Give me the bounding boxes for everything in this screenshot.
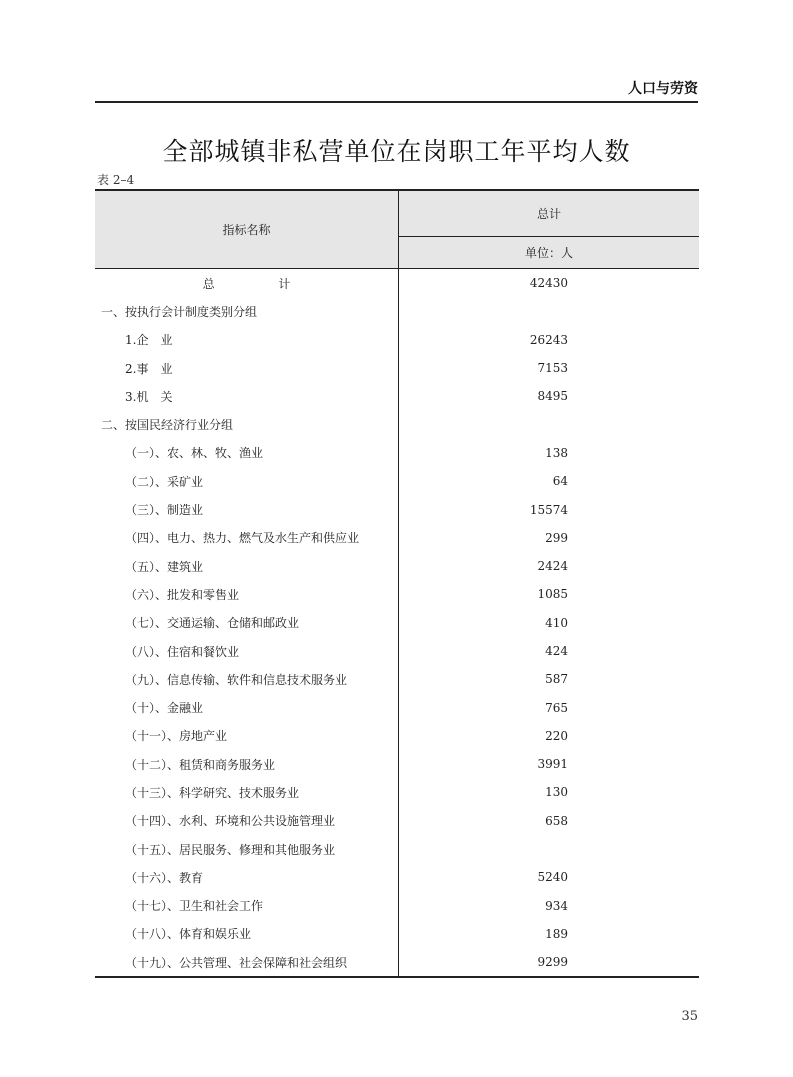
row-label: （十四）、水利、环境和公共设施管理业 <box>95 807 399 835</box>
row-value: 587 <box>545 672 568 687</box>
table-row <box>95 524 699 552</box>
row-label: （九）、信息传输、软件和信息技术服务业 <box>95 665 399 693</box>
row-value: 130 <box>545 785 568 800</box>
table-row <box>95 580 699 608</box>
row-value: 658 <box>545 813 568 828</box>
row-label: 总 计 <box>95 269 399 298</box>
row-value <box>399 297 700 325</box>
table-row <box>95 495 699 523</box>
row-value: 42430 <box>529 276 568 291</box>
table-row <box>95 750 699 778</box>
page-number: 35 <box>681 1009 698 1024</box>
row-label: （十二）、租赁和商务服务业 <box>95 750 399 778</box>
row-label: （七）、交通运输、仓储和邮政业 <box>95 609 399 637</box>
row-label: 1.企 业 <box>95 326 399 354</box>
row-value: 299 <box>545 530 568 545</box>
table-row <box>95 948 699 977</box>
row-value: 9299 <box>399 948 700 977</box>
table-row <box>95 637 699 665</box>
table-row <box>95 722 699 750</box>
column-header-unit: 单位：人 <box>399 237 700 269</box>
section-header: 人口与劳资 <box>628 81 698 97</box>
table-row <box>95 693 699 721</box>
row-value: 8495 <box>537 389 568 404</box>
row-value: 2424 <box>537 559 568 574</box>
table-body <box>95 269 699 978</box>
row-label: （三）、制造业 <box>95 495 399 523</box>
table-row <box>95 326 699 354</box>
table-row <box>95 892 699 920</box>
row-value: 424 <box>545 644 568 658</box>
row-label: （十）、金融业 <box>95 693 399 721</box>
row-label: 二、按国民经济行业分组 <box>95 410 399 438</box>
row-value: 64 <box>552 474 568 489</box>
row-label: （十六）、教育 <box>95 863 399 891</box>
table-row <box>95 807 699 835</box>
row-value <box>399 835 700 863</box>
header-rule <box>95 101 698 103</box>
row-value: 934 <box>545 898 568 913</box>
row-value: 3991 <box>537 757 568 772</box>
statistics-table-container <box>95 189 699 978</box>
row-value: 5240 <box>537 870 568 885</box>
table-row <box>95 297 699 325</box>
row-label: （四）、电力、热力、燃气及水生产和供应业 <box>95 524 399 552</box>
row-label: （十三）、科学研究、技术服务业 <box>95 778 399 806</box>
row-label: （五）、建筑业 <box>95 552 399 580</box>
row-value <box>399 410 700 438</box>
table-row <box>95 609 699 637</box>
row-label: （十九）、公共管理、社会保障和社会组织 <box>95 948 399 977</box>
row-value: 7153 <box>537 361 568 376</box>
table-row <box>95 920 699 948</box>
table-code: 表 2–4 <box>97 173 135 187</box>
row-value: 138 <box>545 445 568 460</box>
row-value: 15574 <box>529 502 568 517</box>
table-row <box>95 467 699 495</box>
row-label: （二）、采矿业 <box>95 467 399 495</box>
row-label: 2.事 业 <box>95 354 399 382</box>
table-row <box>95 863 699 891</box>
row-value: 220 <box>545 728 568 743</box>
table-row <box>95 382 699 410</box>
row-value: 26243 <box>529 332 568 347</box>
row-label: （一）、农、林、牧、渔业 <box>95 439 399 467</box>
row-label: （六）、批发和零售业 <box>95 580 399 608</box>
statistics-table <box>95 189 699 978</box>
row-value: 765 <box>545 700 568 715</box>
column-header-name: 指标名称 <box>95 190 399 269</box>
page-title: 全部城镇非私营单位在岗职工年平均人数 <box>162 137 631 166</box>
table-row <box>95 665 699 693</box>
row-label: 一、按执行会计制度类别分组 <box>95 297 399 325</box>
row-label: （十一）、房地产业 <box>95 722 399 750</box>
row-label: （十五）、居民服务、修理和其他服务业 <box>95 835 399 863</box>
row-label: 3.机 关 <box>95 382 399 410</box>
row-value: 189 <box>545 926 568 941</box>
row-label: （十八）、体育和娱乐业 <box>95 920 399 948</box>
table-row <box>95 354 699 382</box>
row-value: 1085 <box>537 587 568 602</box>
row-label: （八）、住宿和餐饮业 <box>95 637 399 665</box>
table-row <box>95 439 699 467</box>
table-row <box>95 269 699 298</box>
table-row <box>95 410 699 438</box>
table-row <box>95 552 699 580</box>
table-row <box>95 778 699 806</box>
column-header-total: 总计 <box>399 190 700 237</box>
table-row <box>95 835 699 863</box>
row-value: 410 <box>545 615 568 630</box>
row-label: （十七）、卫生和社会工作 <box>95 892 399 920</box>
